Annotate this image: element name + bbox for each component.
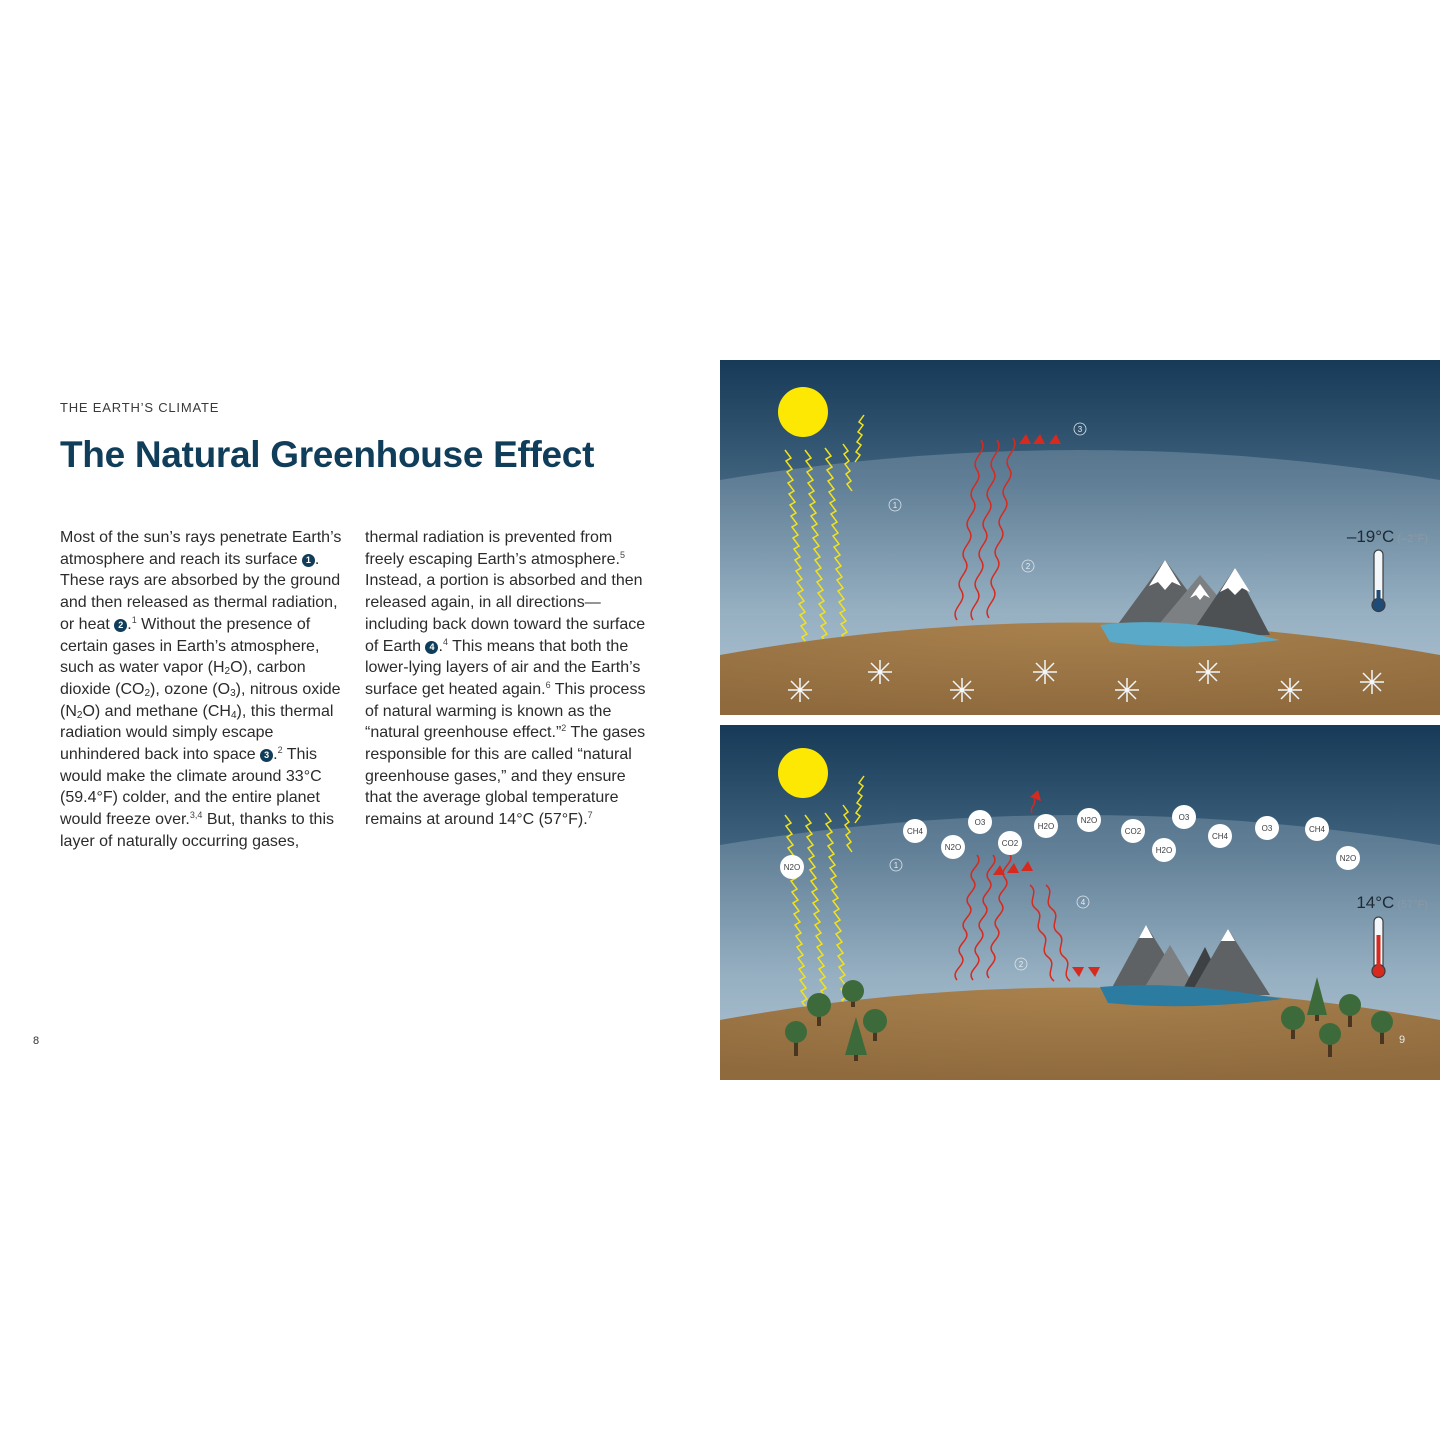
illustration-svg-top (720, 360, 1440, 715)
marker-3: 3 (1077, 425, 1083, 434)
sun-icon (778, 748, 828, 798)
temperature-fahrenheit: (–2°F) (1397, 533, 1428, 545)
body-column-1: Most of the sun’s rays penetrate Earth’s atmosphere and reach its surface 1 . These rays are absorbed by the ground and then released as thermal radiation, or heat 2 .$^1$ Without the presence of certain gases in Earth’s atmosphere, such as water vapor $(H_2O)$, carbon dioxide $(CO_2)$, ozone $(O_3)$, nitrous oxide $(N_2O)$ and methane $(CH_4)$, this thermal radiation would simply escape unhindered back into space 3 .$^2$ This would make the climate around 33°C (59.4°F) colder, and the entire planet would freeze over.$^{3,4}$ But, thanks to this layer of naturally occurring gases, (60, 529, 342, 850)
gas-molecule (1305, 817, 1329, 841)
svg-text:H2O: H2O (1155, 846, 1173, 855)
gas-molecule (1077, 808, 1101, 832)
temperature-fahrenheit: (57°F) (1397, 899, 1428, 911)
gas-molecule (1034, 814, 1058, 838)
gas-molecule (968, 810, 992, 834)
svg-text:CH4: CH4 (906, 827, 924, 836)
gas-molecule (1336, 846, 1360, 870)
footnote-ref: 1 (131, 614, 137, 625)
svg-text:O3: O3 (1178, 813, 1190, 822)
page-title: The Natural Greenhouse Effect (60, 434, 595, 475)
gas-molecule (998, 831, 1022, 855)
marker-2: 2 (1018, 960, 1024, 969)
temperature-celsius: –19°C (1346, 527, 1395, 546)
gas-molecule (1121, 819, 1145, 843)
temperature-readout-bottom (1356, 893, 1428, 913)
temperature-readout-top (1347, 527, 1428, 547)
svg-text:H2O: H2O (1037, 822, 1055, 831)
footnote-ref: 2 (561, 723, 567, 734)
temperature-celsius: 14°C (1356, 893, 1395, 912)
footnote-ref: 4 (442, 636, 448, 647)
svg-text:O3: O3 (1261, 824, 1273, 833)
marker-2: 2 (1025, 562, 1031, 571)
gas-molecule (1172, 805, 1196, 829)
gas-molecule (1152, 838, 1176, 862)
page-number-left: 8 (33, 1035, 40, 1047)
sun-icon (778, 387, 828, 437)
marker-1: 1 (893, 861, 899, 870)
footnote-ref: 3,4 (189, 810, 203, 821)
gas-molecule (941, 835, 965, 859)
marker-3-badge: 3 (260, 749, 273, 762)
body-column-2: thermal radiation is prevented from freely escaping Earth’s atmosphere.$^5$ Instead, a portion is absorbed and then released again, in all directions—including back down toward the surface of Earth 4 .$^4$ This means that both the lower-lying layers of air and the Earth’s surface get heated again.$^6$ This process of natural warming is known as the “natural greenhouse effect.”$^2$ The gases responsible for this are called “natural greenhouse gases,” and they ensure that the average global temperature remains at around 14°C (57°F).$^7$ (365, 529, 646, 829)
thermometer-warm-icon (1372, 917, 1385, 978)
marker-4: 4 (1080, 898, 1086, 907)
illustration-with-greenhouse (720, 725, 1440, 1080)
svg-text:CH4: CH4 (1308, 825, 1326, 834)
gas-molecule (903, 819, 927, 843)
svg-text:CO2: CO2 (1001, 839, 1019, 848)
marker-1: 1 (892, 501, 898, 510)
footnote-ref: 7 (587, 810, 593, 821)
footnote-ref: 2 (277, 745, 283, 756)
svg-text:N2O: N2O (944, 843, 962, 852)
illustration-without-greenhouse (720, 360, 1440, 715)
marker-2-badge: 2 (114, 619, 127, 632)
footnote-ref: 5 (619, 549, 625, 560)
footnote-ref: 6 (545, 679, 551, 690)
illustration-svg-bottom (720, 725, 1440, 1080)
svg-text:CH4: CH4 (1211, 832, 1229, 841)
svg-text:N2O: N2O (1080, 816, 1098, 825)
page-number-right: 9 (1399, 1034, 1406, 1046)
svg-text:N2O: N2O (783, 863, 801, 872)
thermometer-cold-icon (1372, 550, 1385, 612)
gas-molecule (1255, 816, 1279, 840)
marker-4-badge: 4 (425, 641, 438, 654)
svg-text:O3: O3 (974, 818, 986, 827)
gas-molecule (780, 855, 804, 879)
gas-molecule (1208, 824, 1232, 848)
marker-1-badge: 1 (302, 554, 315, 567)
svg-text:N2O: N2O (1339, 854, 1357, 863)
page-kicker: THE EARTH’S CLIMATE (60, 400, 220, 415)
svg-text:CO2: CO2 (1124, 827, 1142, 836)
